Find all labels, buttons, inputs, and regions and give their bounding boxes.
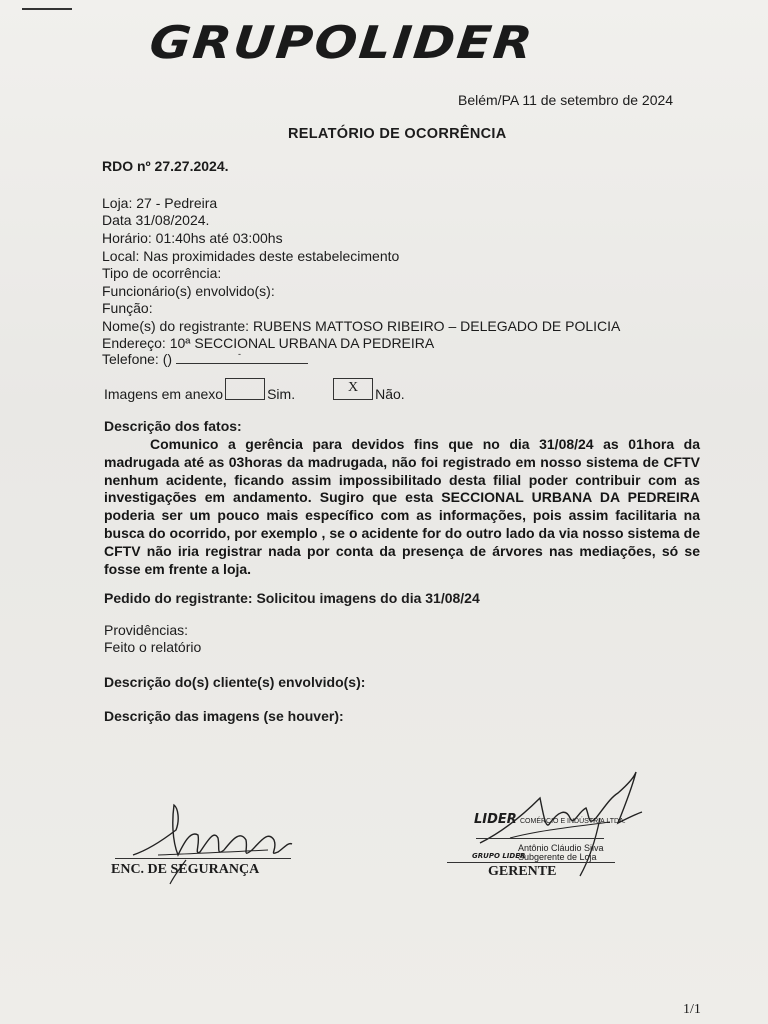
telefone-blank [176, 351, 308, 364]
security-label: ENC. DE SEGURANÇA [111, 862, 260, 877]
city-date: Belém/PA 11 de setembro de 2024 [458, 92, 674, 108]
imagens-heading: Descrição das imagens (se houver): [104, 708, 344, 724]
stamp-company: COMÉRCIO E INDÚSTRIA LTDA. [520, 818, 626, 825]
manager-signature-line [447, 862, 615, 863]
sim-label: Sim. [267, 386, 296, 402]
stamp-role: Subgerente de Loja [518, 852, 597, 862]
field-local: Local: Nas proximidades deste estabelecimento [102, 248, 400, 264]
field-funcao: Função: [102, 300, 153, 316]
rdo-number: RDO nº 27.27.2024. [102, 158, 229, 174]
security-signature-line [115, 858, 291, 859]
stamp-group: GRUPO LIDER [472, 852, 526, 860]
images-attached-row [104, 380, 405, 402]
pedido-registrante: Pedido do registrante: Solicitou imagens do dia 31/08/24 [104, 590, 480, 606]
descricao-text: Comunico a gerência para devidos fins que no dia 31/08/24 as 01hora da madrugada até as 03horas da madrugada, não foi registrado em nosso sistema de CFTV nenhum acidente, ficando assim impossibilitado desta filial poder contribuir com as investigações em andamento. Sugiro que esta SECCIONAL URBANA DA PEDREIRA poderia ser um pouco mais específico com as informações, pois assim facilitaria na busca do ocorrido, por exemplo , se o acidente for do outro lado da via nosso sistema de CFTV não iria registrar nada por conta da presença de árvores nas mediações, só se fosse em frente a loja. [104, 436, 700, 577]
field-data: Data 31/08/2024. [102, 212, 210, 228]
providencias-heading: Providências: [104, 622, 189, 638]
field-telefone [102, 351, 308, 367]
providencias-text: Feito o relatório [104, 639, 202, 655]
stamp-name: Antônio Cláudio Silva [518, 843, 604, 853]
manager-label: GERENTE [488, 864, 557, 879]
nao-label: Não. [375, 386, 405, 402]
corner-mark [22, 8, 72, 10]
field-registrante: Nome(s) do registrante: RUBENS MATTOSO RIBEIRO – DELEGADO DE POLICIA [102, 318, 621, 334]
telefone-dash: - [237, 349, 241, 359]
checkbox-sim [225, 378, 265, 400]
descricao-heading: Descrição dos fatos: [104, 418, 242, 434]
images-label: Imagens em anexo [104, 386, 224, 402]
field-loja: Loja: 27 - Pedreira [102, 195, 218, 211]
clientes-heading: Descrição do(s) cliente(s) envolvido(s): [104, 674, 366, 690]
field-horario: Horário: 01:40hs até 03:00hs [102, 230, 283, 246]
stamp-logo: LIDER [474, 812, 517, 827]
field-funcionarios: Funcionário(s) envolvido(s): [102, 283, 275, 299]
telefone-label: Telefone: () [102, 351, 173, 367]
stamp-line [476, 838, 604, 839]
field-endereco: Endereço: 10ª SECCIONAL URBANA DA PEDREIRA [102, 335, 435, 351]
checkbox-nao: X [333, 378, 373, 400]
document-title: RELATÓRIO DE OCORRÊNCIA [288, 126, 507, 142]
company-logo: GRUPOLIDER [147, 16, 537, 69]
page-number: 1/1 [683, 1002, 701, 1017]
field-tipo: Tipo de ocorrência: [102, 265, 222, 281]
